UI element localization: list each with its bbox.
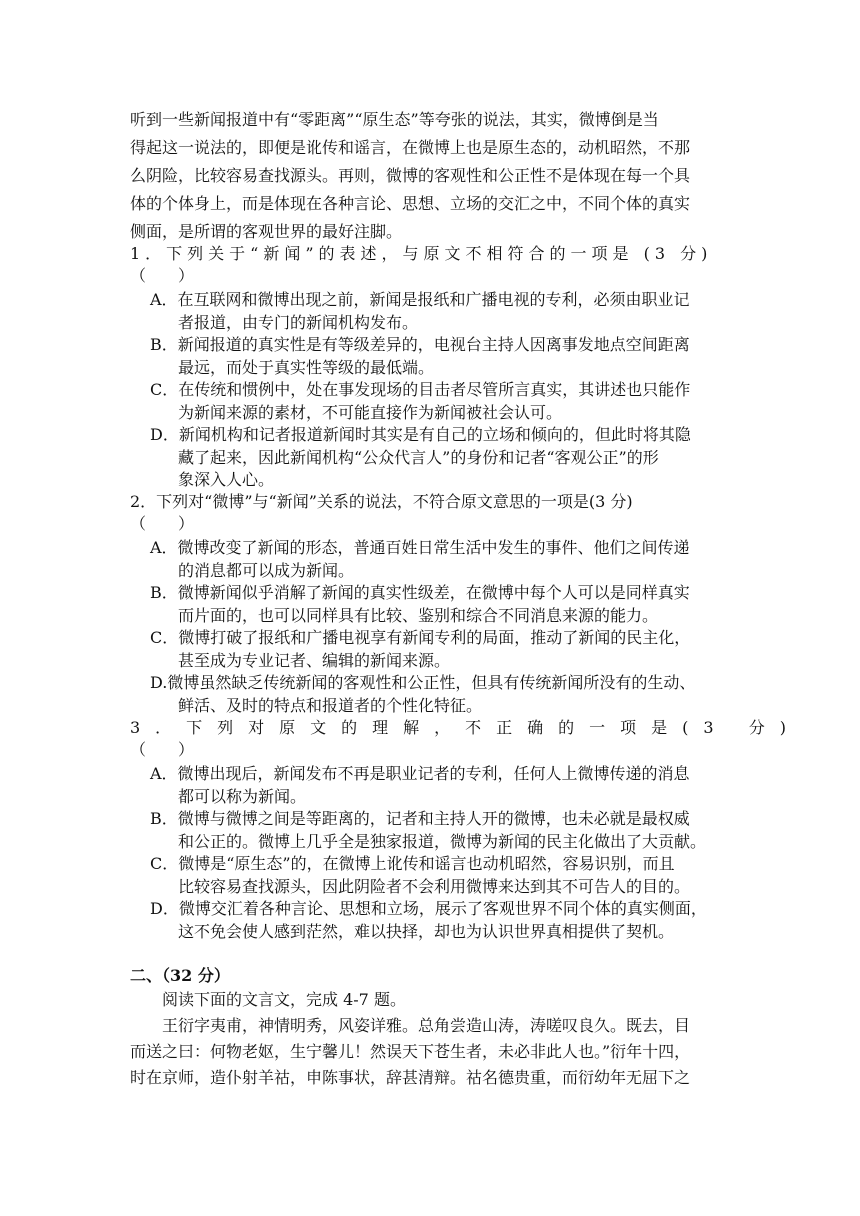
option-b: B．新闻报道的真实性是有等级差异的，电视台主持人因离事发地点空间距离	[150, 335, 690, 354]
option-c: C．微博是“原生态”的，在微博上讹传和谣言也动机昭然，容易识别，而且	[150, 854, 675, 873]
option-d: D．新闻机构和记者报道新闻时其实是有自己的立场和倾向的，但此时将其隐	[150, 425, 691, 444]
option-d-cont: 象深入人心。	[178, 470, 275, 489]
option-b-cont: 和公正的。微博上几乎全是独家报道，微博为新闻的民主化做出了大贡献。	[178, 832, 707, 851]
answer-paren: （ ）	[130, 740, 195, 759]
option-b: B．微博新闻似乎消解了新闻的真实性级差，在微博中每个人可以是同样真实	[150, 583, 690, 602]
passage-line: 听到一些新闻报道中有“零距离”“原生态”等夸张的说法，其实，微博倒是当	[130, 110, 659, 129]
option-c-cont: 甚至成为专业记者、编辑的新闻来源。	[178, 651, 451, 670]
option-d-cont: 藏了起来，因此新闻机构“公众代言人”的身份和记者“客观公正”的形	[178, 448, 659, 467]
option-d-cont: 这不免会使人感到茫然，难以抉择，却也为认识世界真相提供了契机。	[178, 922, 675, 941]
question-2-stem: 2．下列对“微博”与“新闻”关系的说法，不符合原文意思的一项是(3 分)	[130, 492, 633, 511]
option-c: C．在传统和惯例中，处在事发现场的目击者尽管所言真实，其讲述也只能作	[150, 380, 691, 399]
option-a-cont: 的消息都可以成为新闻。	[178, 561, 355, 580]
passage-line: 侧面，是所谓的客观世界的最好注脚。	[130, 222, 403, 241]
option-c-cont: 为新闻来源的素材，不可能直接作为新闻被社会认可。	[178, 403, 563, 422]
question-3-stem: 3．下列对原文的理解，不正确的一项是(3 分)	[130, 718, 801, 737]
option-c: C．微博打破了报纸和广播电视享有新闻专利的局面，推动了新闻的民主化，	[150, 628, 691, 647]
answer-paren: （ ）	[130, 514, 195, 533]
option-b-cont: 而片面的，也可以同样具有比较、鉴别和综合不同消息来源的能力。	[178, 606, 659, 625]
passage-line: 得起这一说法的，即便是讹传和谣言，在微博上也是原生态的，动机昭然，不那	[130, 138, 691, 157]
option-a-cont: 都可以称为新闻。	[178, 787, 307, 806]
option-a: A．微博改变了新闻的形态，普通百姓日常生活中发生的事件、他们之间传递	[150, 538, 690, 557]
option-d: D.微博虽然缺乏传统新闻的客观性和公正性，但具有传统新闻所没有的生动、	[150, 673, 696, 692]
question-1-stem: 1．下列关于“新闻”的表述，与原文不相符合的一项是 (3 分)	[130, 244, 713, 263]
option-b: B．微博与微博之间是等距离的，记者和主持人开的微博，也未必就是最权威	[150, 809, 690, 828]
classical-text-line: 王衍字夷甫，神情明秀，风姿详雅。总角尝造山涛，涛嗟叹良久。既去，目	[162, 1016, 691, 1035]
option-d: D．微博交汇着各种言论、思想和立场，展示了客观世界不同个体的真实侧面，	[150, 899, 707, 918]
passage-line: 体的个体身上，而是体现在各种言论、思想、立场的交汇之中，不同个体的真实	[130, 194, 691, 213]
answer-paren: （ ）	[130, 266, 195, 285]
classical-text-line: 时在京师，造仆射羊祜，申陈事状，辞甚清辩。祜名德贵重，而衍幼年无屈下之	[130, 1068, 691, 1087]
classical-text-line: 而送之曰：何物老妪，生宁馨儿！然误天下苍生者，未必非此人也。”衍年十四，	[130, 1042, 691, 1061]
passage-line: 么阴险，比较容易查找源头。再则，微博的客观性和公正性不是体现在每一个具	[130, 166, 691, 185]
option-b-cont: 最远，而处于真实性等级的最低端。	[178, 358, 435, 377]
option-c-cont: 比较容易查找源头，因此阴险者不会利用微博来达到其不可告人的目的。	[178, 877, 691, 896]
option-a: A．微博出现后，新闻发布不再是职业记者的专利，任何人上微博传递的消息	[150, 764, 690, 783]
section-heading: 二、（32 分）	[130, 966, 230, 985]
option-a-cont: 者报道，由专门的新闻机构发布。	[178, 313, 419, 332]
option-a: A．在互联网和微博出现之前，新闻是报纸和广播电视的专利，必须由职业记	[150, 290, 690, 309]
option-d-cont: 鲜活、及时的特点和报道者的个性化特征。	[178, 696, 483, 715]
section-instruction: 阅读下面的文言文，完成 4-7 题。	[162, 990, 406, 1009]
